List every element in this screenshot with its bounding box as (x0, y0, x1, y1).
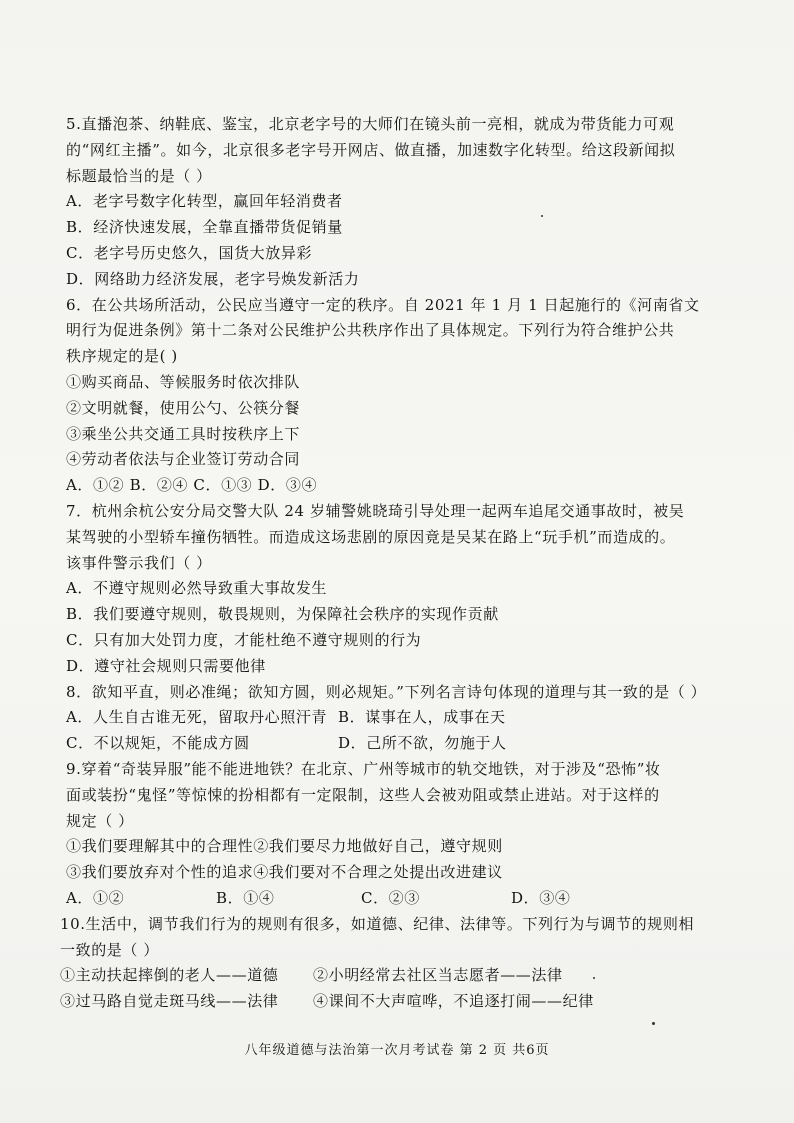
option-d: D．③④ (511, 888, 571, 907)
question-10-line: 10.生活中，调节我们行为的规则有很多，如道德、纪律、法律等。下列行为与调节的规则相 (60, 914, 695, 933)
statement-item: ③过马路自觉走斑马线——法律 (60, 992, 279, 1011)
question-9-line: 9.穿着“奇装异服”能不能进地铁？在北京、广州等城市的轨交地铁，对于涉及“恐怖”妆 (66, 759, 661, 778)
options-row (66, 731, 746, 757)
scan-speck (541, 215, 543, 217)
question-6 (66, 293, 746, 499)
option-d: D．网络助力经济发展，老字号焕发新活力 (66, 269, 360, 288)
question-9-line: 规定（ ） (66, 811, 134, 830)
page-footer: 八年级道德与法治第一次月考试卷 第 2 页 共6页 (244, 1043, 550, 1058)
statement-item: ③乘坐公共交通工具时按秩序上下 (66, 424, 301, 443)
option-a: A．不遵守规则必然导致重大事故发生 (66, 579, 328, 598)
option-d: D．己所不欲，勿施于人 (338, 734, 507, 753)
statement-item: ④课间不大声喧哗，不追逐打闹——纪律 (313, 992, 594, 1011)
option-b: B．谋事在人，成事在天 (338, 708, 506, 727)
option-b: B．经济快速发展，全靠直播带货促销量 (66, 218, 343, 237)
statement-row (60, 989, 746, 1015)
options-row (66, 886, 746, 912)
option-a: A．老字号数字化转型，赢回年轻消费者 (66, 192, 343, 211)
question-5-line: 的“网红主播”。如今，北京很多老字号开网店、做直播，加速数字化转型。给这段新闻拟 (66, 140, 676, 159)
option-a: A．①② (66, 888, 125, 907)
question-10-line: 一致的是（ ） (60, 940, 159, 959)
statement-item: ②小明经常去社区当志愿者——法律 (313, 966, 563, 985)
scan-speck (652, 1022, 655, 1025)
question-10 (60, 912, 746, 1015)
question-6-line: 6．在公共场所活动，公民应当遵守一定的秩序。自 2021 年 1 月 1 日起施行的《河南省文 (66, 295, 700, 314)
question-5 (66, 112, 746, 293)
option-b: B．①④ (216, 888, 275, 907)
options-row (66, 705, 746, 731)
question-8-line: 8．欲知平直，则必准绳；欲知方圆，则必规矩。”下列名言诗句体现的道理与其一致的是（ ） (66, 682, 707, 701)
question-7 (66, 499, 746, 680)
statement-item: ④劳动者依法与企业签订劳动合同 (66, 450, 301, 469)
question-9-line: 面或装扮“鬼怪”等惊悚的扮相都有一定限制，这些人会被劝阻或禁止进站。对于这样的 (66, 785, 660, 804)
statement-item: ①购买商品、等候服务时依次排队 (66, 372, 301, 391)
question-7-line: 某驾驶的小型轿车撞伤牺牲。而造成这场悲剧的原因竟是吴某在路上“玩手机”而造成的。 (66, 527, 676, 546)
question-9 (66, 757, 746, 912)
question-5-line: 5.直播泡茶、纳鞋底、鉴宝，北京老字号的大师们在镜头前一亮相，就成为带货能力可观 (66, 115, 675, 133)
statement-item: ②文明就餐，使用公勺、公筷分餐 (66, 398, 301, 417)
question-8 (66, 680, 746, 757)
question-7-line: 7．杭州余杭公安分局交警大队 24 岁辅警姚晓琦引导处理一起两车追尾交通事故时，被吴 (66, 501, 685, 520)
statement-row (60, 963, 746, 989)
questions-body (60, 112, 746, 1015)
option-c: C．不以规矩，不能成方圆 (66, 734, 250, 753)
option-d: D．遵守社会规则只需要他律 (66, 656, 266, 675)
statement-item: ①我们要理解其中的合理性②我们要尽力地做好自己，遵守规则 (66, 837, 503, 856)
question-6-line: 秩序规定的是( ) (66, 347, 178, 366)
scan-speck (593, 977, 595, 979)
option-a: A．人生自古谁无死，留取丹心照汗青 (66, 708, 328, 727)
question-5-line: 标题最恰当的是（ ） (66, 166, 212, 185)
option-c: C．②③ (361, 888, 420, 907)
answer-options: A．①② B．②④ C．①③ D．③④ (66, 476, 318, 495)
statement-item: ①主动扶起摔倒的老人——道德 (60, 966, 279, 985)
option-c: C．老字号历史悠久，国货大放异彩 (66, 243, 313, 262)
question-7-line: 该事件警示我们（ ） (66, 553, 212, 572)
option-c: C．只有加大处罚力度，才能杜绝不遵守规则的行为 (66, 630, 422, 649)
question-6-line: 明行为促进条例》第十二条对公民维护公共秩序作出了具体规定。下列行为符合维护公共 (66, 321, 675, 340)
statement-item: ③我们要放弃对个性的追求④我们要对不合理之处提出改进建议 (66, 863, 503, 882)
option-b: B．我们要遵守规则，敬畏规则，为保障社会秩序的实现作贡献 (66, 605, 499, 624)
